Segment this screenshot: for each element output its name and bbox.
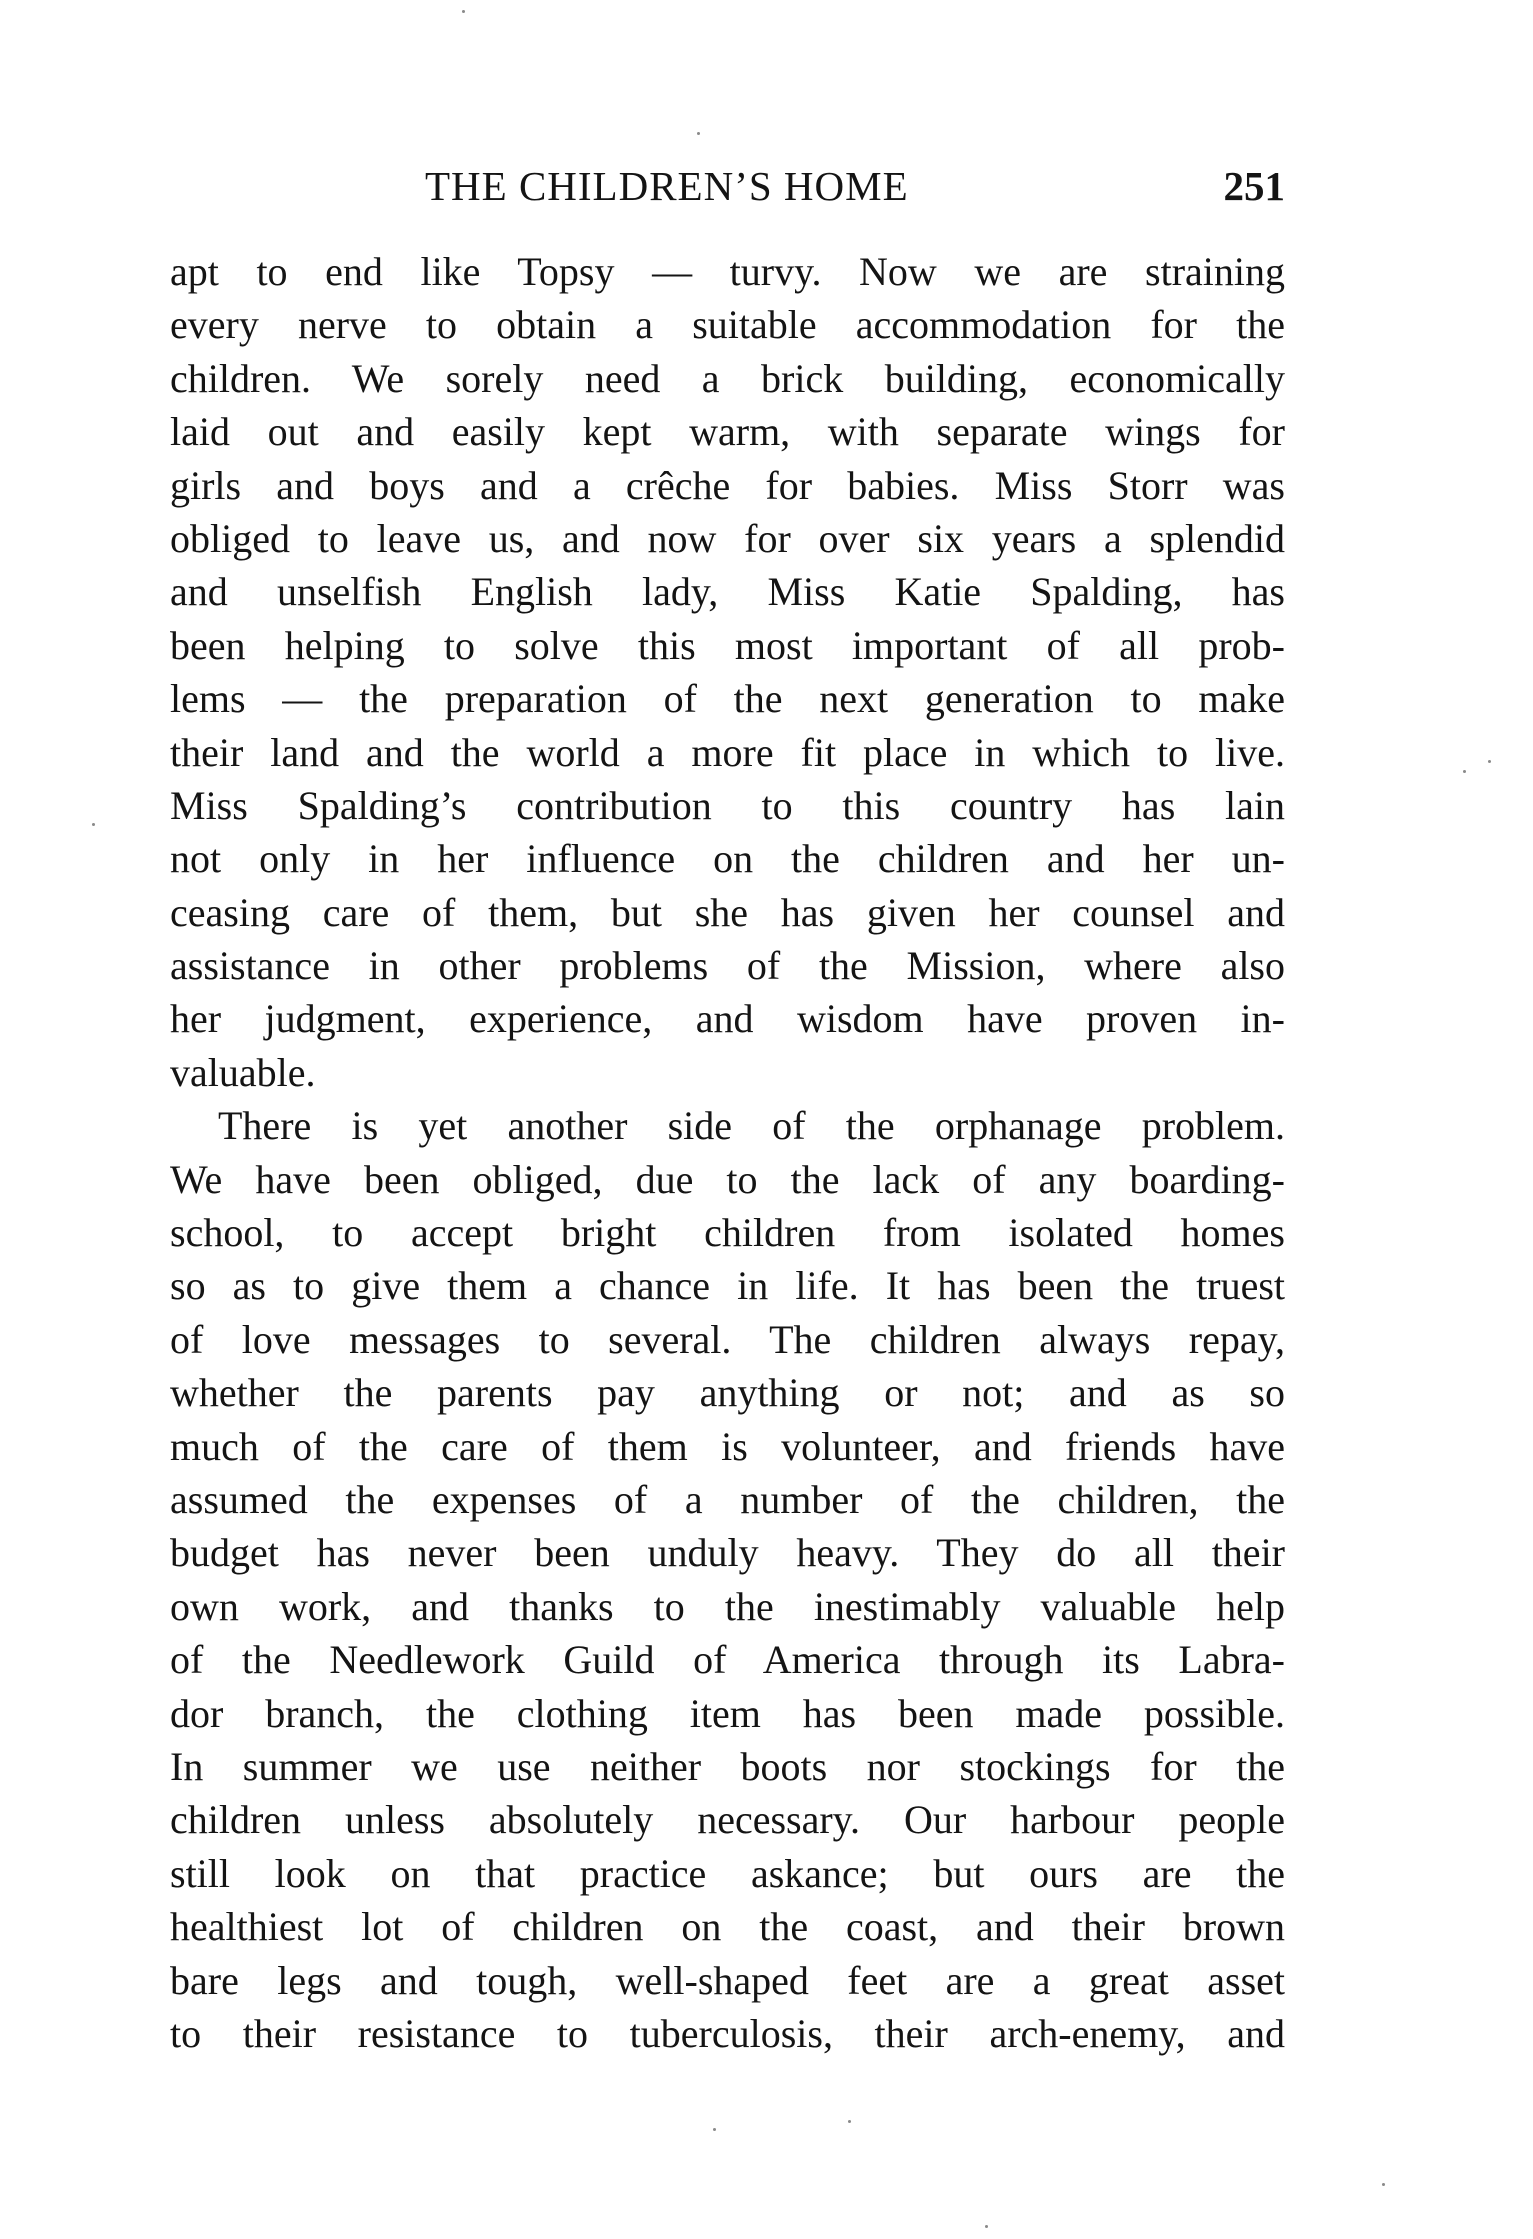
text-line: school, to accept bright children from isolated homes: [170, 1210, 1285, 1256]
text-line: and unselfish English lady, Miss Katie Spalding, has: [170, 569, 1285, 615]
text-line: still look on that practice askance; but ours are the: [170, 1850, 1285, 1896]
text-line: her judgment, experience, and wisdom have proven in-: [170, 996, 1285, 1042]
scan-speck: [848, 2120, 851, 2123]
text-line: every nerve to obtain a suitable accommodation for the: [170, 302, 1285, 348]
text-line: dor branch, the clothing item has been made possible.: [170, 1690, 1285, 1736]
scan-speck: [985, 2225, 988, 2228]
scan-speck: [713, 2128, 716, 2131]
text-line: lems — the preparation of the next generation to make: [170, 676, 1285, 722]
scan-speck: [92, 823, 95, 826]
text-line: obliged to leave us, and now for over six years a splendid: [170, 515, 1285, 561]
text-line: apt to end like Topsy — turvy. Now we are straining: [170, 249, 1285, 294]
text-line: whether the parents pay anything or not; and as so: [170, 1370, 1285, 1416]
text-line: own work, and thanks to the inestimably valuable help: [170, 1583, 1285, 1629]
text-line: bare legs and tough, well-shaped feet are a great asset: [170, 1957, 1285, 2003]
text-line: of the Needlework Guild of America through its Labra-: [170, 1637, 1285, 1683]
text-line: their land and the world a more fit place in which to live.: [170, 729, 1285, 775]
text-line: healthiest lot of children on the coast, and their brown: [170, 1904, 1285, 1950]
text-line: much of the care of them is volunteer, and friends have: [170, 1423, 1285, 1469]
running-head: [170, 160, 1285, 212]
scan-speck: [1488, 760, 1491, 763]
text-line: valuable.: [170, 1049, 316, 1095]
scan-speck: [1382, 2183, 1385, 2186]
text-line: of love messages to several. The children always repay,: [170, 1316, 1285, 1362]
text-line: In summer we use neither boots nor stockings for the: [170, 1743, 1285, 1789]
text-line: laid out and easily kept warm, with separate wings for: [170, 409, 1285, 455]
scan-speck: [462, 10, 465, 13]
text-line: been helping to solve this most important of all prob-: [170, 622, 1285, 668]
scan-speck: [697, 132, 700, 135]
text-line: Miss Spalding’s contribution to this country has lain: [170, 782, 1285, 828]
text-line: assumed the expenses of a number of the children, the: [170, 1476, 1285, 1522]
body-text: [170, 245, 1285, 2060]
scan-speck: [1463, 770, 1466, 773]
text-line: girls and boys and a crêche for babies. Miss Storr was: [170, 462, 1285, 508]
paragraph-first-line: There is yet another side of the orphanage problem.: [218, 1103, 1285, 1149]
text-line: to their resistance to tuberculosis, their arch-enemy, and: [170, 2010, 1285, 2056]
page-number: 251: [1223, 163, 1285, 209]
text-line: We have been obliged, due to the lack of any boarding-: [170, 1156, 1285, 1202]
running-title: THE CHILDREN’S HOME: [425, 163, 909, 209]
text-line: children. We sorely need a brick building, economically: [170, 355, 1285, 401]
text-line: not only in her influence on the children and her un-: [170, 836, 1285, 882]
text-line: so as to give them a chance in life. It has been the truest: [170, 1263, 1285, 1309]
text-line: ceasing care of them, but she has given her counsel and: [170, 889, 1285, 935]
text-line: budget has never been unduly heavy. They do all their: [170, 1530, 1285, 1576]
text-line: assistance in other problems of the Mission, where also: [170, 943, 1285, 989]
text-line: children unless absolutely necessary. Our harbour people: [170, 1797, 1285, 1843]
